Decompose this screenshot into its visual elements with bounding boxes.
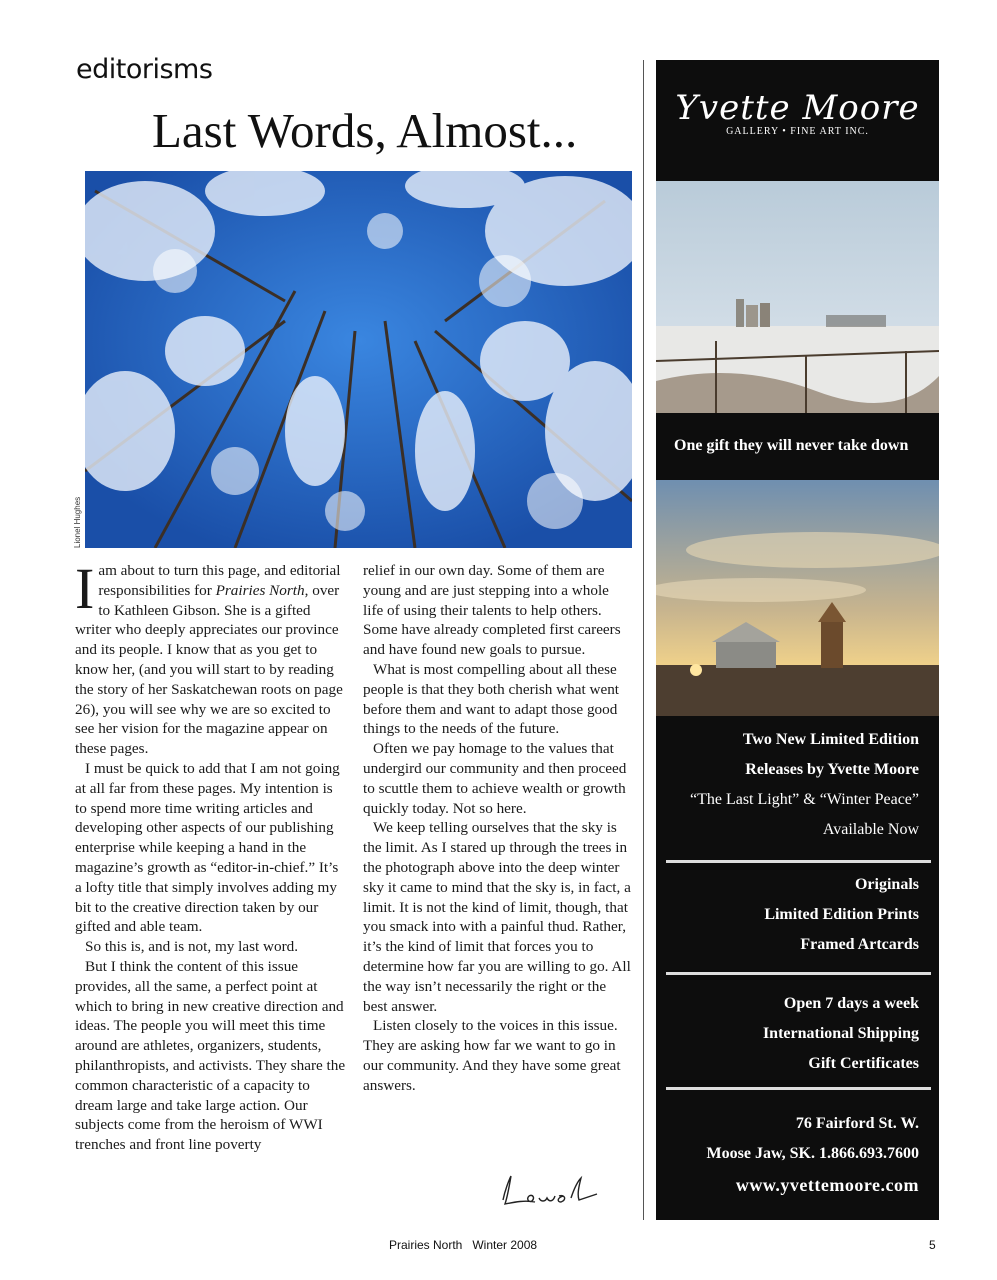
paragraph: So this is, and is not, my last word. bbox=[85, 938, 299, 956]
address-block bbox=[707, 1109, 919, 1169]
trees-illustration bbox=[85, 171, 632, 548]
release-info bbox=[690, 725, 919, 845]
gallery-logo bbox=[656, 88, 939, 137]
frosted-trees-photo bbox=[85, 171, 632, 548]
page-number: 5 bbox=[929, 1238, 936, 1252]
divider-rule bbox=[666, 860, 931, 863]
paragraph: Often we pay homage to the values that undergird our community and then proceed to scuttle them to achieve wealth or growth quickly today. Not so here. bbox=[363, 740, 627, 817]
products-list bbox=[764, 870, 919, 960]
drop-cap: I bbox=[75, 556, 95, 621]
paragraph: But I think the content of this issue provides, all the same, a perfect point at which to bring in new creative direction and ideas. The people you will meet this time around are athletes, organizers, students, philanthropists, and activists. They share the common characteristic of a capacity to dream large and take large action. Our subjects come from the heroism of WWI trenches and front line poverty bbox=[75, 957, 346, 1154]
article-column-2 bbox=[363, 561, 631, 1096]
section-label: editorisms bbox=[76, 54, 213, 85]
release-line: Available Now bbox=[822, 821, 919, 838]
issue-date: Winter 2008 bbox=[472, 1238, 538, 1252]
paragraph: Iam about to turn this page, and editorial responsibilities for Prairies North, over to Kathleen Gibson. She is a gifted writer who deeply appreciates our province and its people. I know that as you get to know her, (and you will start to by reading the story of her Saskatchewan roots on page 26), you will see why we are so excited to see her vision for the magazine appear on these pages. bbox=[75, 556, 343, 758]
column-divider bbox=[643, 60, 644, 1220]
prairie-winter-painting bbox=[656, 181, 939, 481]
prairie-sunset-painting bbox=[656, 480, 939, 716]
product-item: Originals bbox=[854, 876, 919, 893]
publication-name: Prairies North bbox=[389, 1238, 463, 1252]
divider-rule bbox=[666, 972, 931, 975]
advertisement bbox=[656, 60, 939, 1220]
article-column-1 bbox=[75, 556, 347, 1155]
divider-rule bbox=[666, 1087, 931, 1090]
release-line: “The Last Light” & “Winter Peace” bbox=[689, 791, 919, 808]
ad-tagline: One gift they will never take down bbox=[674, 437, 909, 454]
paragraph: relief in our own day. Some of them are young and are just stepping into a whole life of using their talents to help others. Some have already completed first careers and have found new goals to pursue. bbox=[363, 562, 621, 659]
address-line: Moose Jaw, SK. 1.866.693.7600 bbox=[706, 1145, 919, 1162]
service-item: International Shipping bbox=[762, 1025, 919, 1042]
service-item: Open 7 days a week bbox=[783, 995, 919, 1012]
website-url: www.yvettemoore.com bbox=[735, 1175, 919, 1195]
services-list bbox=[763, 989, 919, 1079]
paragraph: What is most compelling about all these people is that they both cherish what went before them and want to adapt those good things to the needs of the future. bbox=[363, 660, 620, 738]
gallery-logo-name: Yvette Moore bbox=[675, 88, 920, 128]
service-item: Gift Certificates bbox=[808, 1055, 919, 1072]
paragraph: Listen closely to the voices in this issue. They are asking how far we want to go in our community. And they have some great answers. bbox=[363, 1017, 621, 1094]
page-title: Last Words, Almost... bbox=[152, 103, 578, 158]
footer-publication bbox=[389, 1238, 537, 1252]
release-line: Releases by Yvette Moore bbox=[745, 761, 919, 778]
address-line: 76 Fairford St. W. bbox=[795, 1115, 919, 1132]
gallery-logo-sub: GALLERY • FINE ART INC. bbox=[726, 126, 869, 137]
paragraph: I must be quick to add that I am not going at all far from these pages. My intention is to spend more time writing articles and developing other aspects of our publishing enterprise while keeping a hand in the magazine’s growth as “editor-in-chief.” It’s a lofty title that simply involves adding my bit to the creative direction taken by our gifted and able team. bbox=[75, 759, 340, 936]
release-line: Two New Limited Edition bbox=[742, 731, 919, 748]
product-item: Limited Edition Prints bbox=[764, 906, 919, 923]
product-item: Framed Artcards bbox=[800, 936, 919, 953]
paragraph: We keep telling ourselves that the sky is the limit. As I stared up through the trees in the photograph above into the deep winter sky it came to mind that the sky is, in fact, a limit. It is not the kind of limit, though, that you smack into with a painful thud. Rather, it’s the kind of limit that forces you to determine how far you are willing to go. All the way isn’t necessarily the right or the best answer. bbox=[363, 819, 631, 1015]
author-signature bbox=[495, 1172, 605, 1212]
photo-credit: Lionel Hughes bbox=[73, 496, 82, 548]
